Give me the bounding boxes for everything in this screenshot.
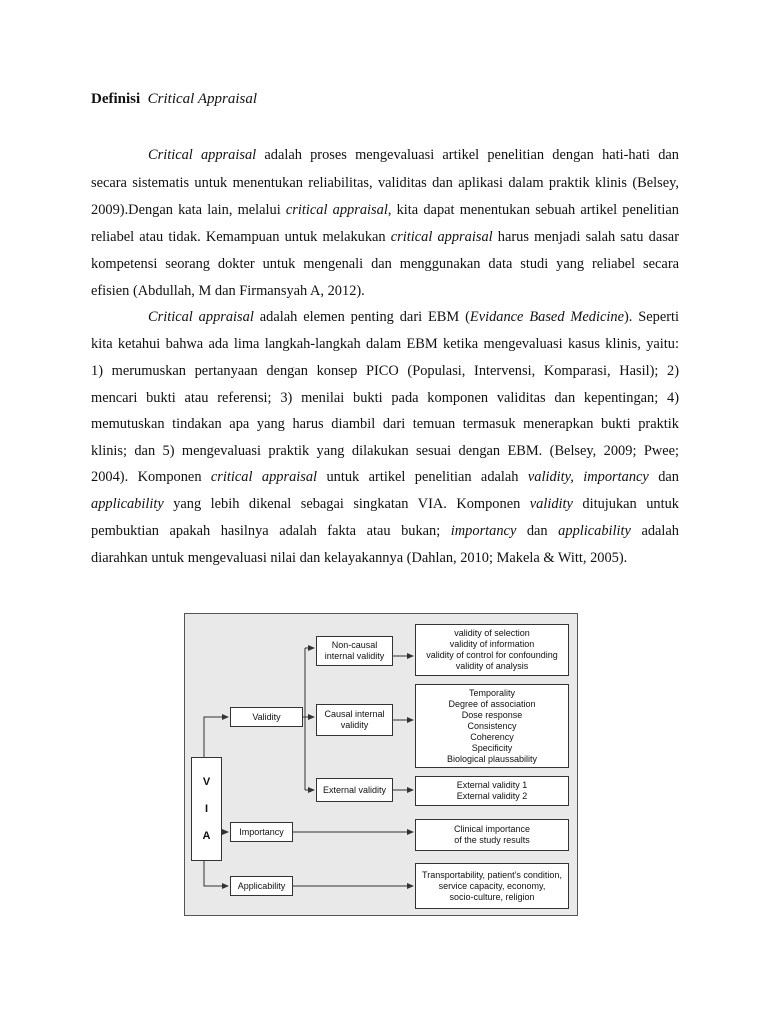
em-text: applicability — [558, 523, 631, 539]
external-box — [316, 778, 393, 802]
em-text: critical appraisal — [210, 469, 318, 485]
via-letter: V — [202, 775, 211, 788]
noncausal-item: validity of analysis — [455, 661, 529, 671]
importancy-box — [230, 822, 293, 842]
heading-label: Definisi — [91, 91, 141, 107]
text: reliabel atau tidak. Kemampuan untuk melakukan — [91, 229, 391, 245]
paragraph2-line2: kita ketahui bahwa ada lima langkah-langkah dalam EBM ketika mengevaluasi kasus klinis, yaitu: — [91, 336, 679, 352]
external-item: External validity 2 — [456, 791, 528, 801]
causal-item: Biological plaussability — [446, 753, 538, 764]
text: 2009).Dengan kata lain, melalui — [91, 202, 286, 218]
causal-item: Consistency — [467, 720, 517, 731]
external-label: External validity — [322, 784, 387, 795]
external-item: External validity 1 — [456, 780, 528, 790]
applicability-box — [230, 876, 293, 896]
paragraph2-line9 — [91, 522, 679, 540]
noncausal-item: validity of selection — [454, 628, 530, 638]
text: ditujukan untuk — [572, 496, 679, 512]
text: dan — [516, 523, 559, 539]
paragraph1-line4 — [91, 228, 679, 246]
em-text: critical appraisal — [390, 229, 493, 245]
em-text: validity, importancy — [527, 469, 649, 485]
em-text: Critical appraisal — [148, 309, 254, 325]
via-box — [191, 757, 222, 861]
applicability-item: service capacity, economy, — [438, 880, 546, 891]
paragraph2-line1 — [148, 308, 679, 326]
section-heading — [91, 91, 257, 108]
noncausal-box — [316, 636, 393, 666]
importance-item: of the study results — [454, 835, 530, 845]
text: pembuktian apakah hasilnya adalah fakta atau bukan; — [91, 523, 451, 539]
external-items-box — [415, 776, 569, 806]
paragraph1-line1 — [148, 146, 679, 164]
paragraph2-line3: 1) merumuskan pertanyaan dengan konsep PICO (Populasi, Intervensi, Komparasi, Hasil); 2) — [91, 363, 679, 379]
causal-item: Coherency — [470, 731, 514, 742]
heading-title: Critical Appraisal — [147, 91, 257, 107]
applicability-label: Applicability — [237, 880, 286, 891]
em-text: importancy — [450, 523, 517, 539]
text: dan — [648, 469, 679, 485]
validity-box — [230, 707, 303, 727]
noncausal-item: validity of information — [449, 639, 535, 649]
paragraph2-line7 — [91, 468, 679, 486]
applicability-item: Transportability, patient’s condition, — [422, 869, 562, 880]
importancy-label: Importancy — [239, 826, 284, 837]
causal-label: validity — [340, 720, 369, 730]
text: untuk artikel penelitian adalah — [317, 469, 528, 485]
em-text: validity — [529, 496, 573, 512]
noncausal-items-box — [415, 624, 569, 676]
text: adalah proses mengevaluasi artikel penelitian dengan hati-hati dan — [256, 147, 679, 163]
causal-items-box — [415, 684, 569, 768]
noncausal-item: validity of control for confounding — [426, 650, 558, 660]
paragraph2-line6: klinis; dan 5) mengevaluasi praktik yang dilakukan sesuai dengan EBM. (Belsey, 2009; Pwee; — [91, 443, 679, 459]
paragraph1-line5: kompetensi seorang dokter untuk mengenali dan menggunakan data studi yang reliabel secara — [91, 256, 679, 272]
causal-item: Degree of association — [448, 698, 536, 709]
text: 2004). Komponen — [91, 469, 211, 485]
text: ). Seperti — [623, 309, 680, 325]
paragraph1-line2: secara sistematis untuk menentukan reliabilitas, validitas dan aplikasi dalam praktik klinis (Belsey, — [91, 175, 679, 191]
applicability-items-box — [415, 863, 569, 909]
via-letter: A — [202, 829, 211, 842]
noncausal-label: internal validity — [324, 651, 385, 661]
text: harus menjadi salah satu dasar — [492, 229, 679, 245]
text: , kita dapat menentukan sebuah artikel penelitian — [387, 202, 680, 218]
importance-item: Clinical importance — [453, 824, 531, 834]
em-text: Evidance Based Medicine — [469, 309, 624, 325]
text: adalah — [630, 523, 679, 539]
paragraph2-line8 — [91, 495, 679, 513]
paragraph1-line6: efisien (Abdullah, M dan Firmansyah A, 2012). — [91, 283, 365, 299]
validity-label: Validity — [252, 711, 281, 722]
via-letter: I — [204, 802, 209, 815]
causal-box — [316, 704, 393, 736]
importance-items-box — [415, 819, 569, 851]
paragraph2-line4: mencari bukti atau referensi; 3) menilai bukti pada komponen validitas dan kepentingan; 4) — [91, 390, 679, 406]
applicability-item: socio-culture, religion — [449, 891, 535, 902]
causal-item: Specificity — [471, 742, 513, 753]
paragraph2-line5: memutuskan tindakan apa yang harus diambil dari temuan termasuk menerapkan bukti praktik — [91, 416, 679, 432]
em-text: critical appraisal — [285, 202, 388, 218]
causal-label: Causal internal — [324, 709, 385, 719]
causal-item: Dose response — [461, 709, 523, 720]
noncausal-label: Non-causal — [331, 640, 378, 650]
paragraph1-line3 — [91, 201, 679, 219]
text: yang lebih dikenal sebagai singkatan VIA. Komponen — [163, 496, 530, 512]
paragraph2-line10: diarahkan untuk mengevaluasi nilai dan kelayakannya (Dahlan, 2010; Makela & Witt, 2005). — [91, 550, 628, 566]
em-text: Critical appraisal — [148, 147, 257, 163]
em-text: applicability — [91, 496, 164, 512]
via-diagram — [184, 613, 578, 916]
causal-item: Temporality — [468, 687, 515, 698]
text: adalah elemen penting dari EBM ( — [253, 309, 470, 325]
